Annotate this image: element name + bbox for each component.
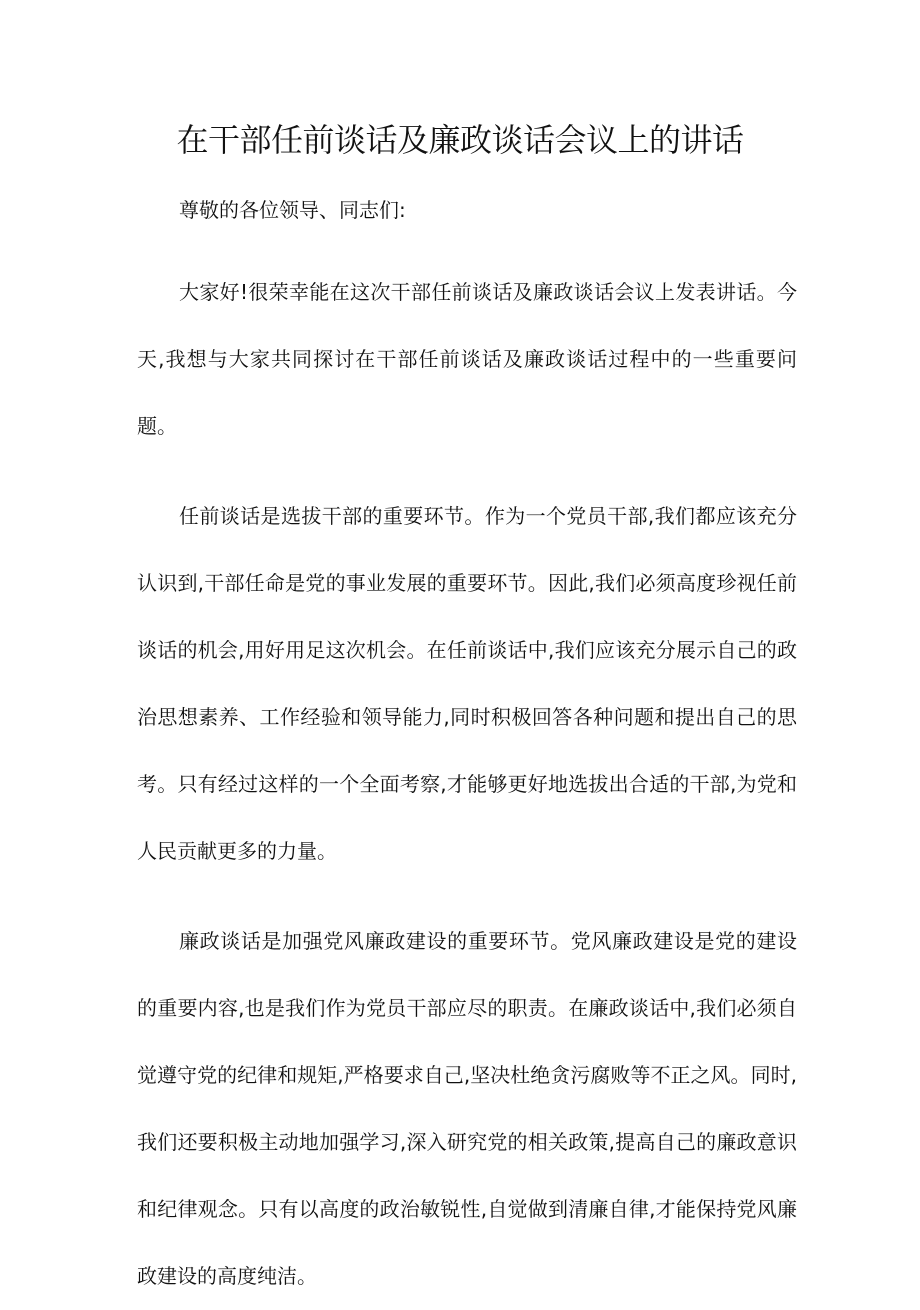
document-body: [137, 188, 797, 1310]
document-title: 在干部任前谈话及廉政谈话会议上的讲话: [176, 121, 744, 159]
paragraph-pre-appointment-talk: 任前谈话是选拔干部的重要环节。作为一个党员干部,我们都应该充分认识到,干部任命是党的事业发展的重要环节。因此,我们必须高度珍视任前谈话的机会,用好用足这次机会。在任前谈话中,我们应该充分展示自己的政治思想素养、工作经验和领导能力,同时积极回答各种问题和提出自己的思考。只有经过这样的一个全面考察,才能够更好地选拔出合适的干部,为党和人民贡献更多的力量。: [137, 504, 797, 863]
paragraph-integrity-talk: 廉政谈话是加强党风廉政建设的重要环节。党风廉政建设是党的建设的重要内容,也是我们作为党员干部应尽的职责。在廉政谈话中,我们必须自觉遵守党的纪律和规矩,严格要求自己,坚决杜绝贪污腐败等不正之风。同时,我们还要积极主动地加强学习,深入研究党的相关政策,提高自己的廉政意识和纪律观念。只有以高度的政治敏锐性,自觉做到清廉自律,才能保持党风廉政建设的高度纯洁。: [137, 929, 797, 1288]
paragraph-opening: 大家好!很荣幸能在这次干部任前谈话及廉政谈话会议上发表讲话。今天,我想与大家共同探讨在干部任前谈话及廉政谈话过程中的一些重要问题。: [137, 280, 797, 438]
salutation: 尊敬的各位领导、同志们:: [179, 198, 406, 222]
